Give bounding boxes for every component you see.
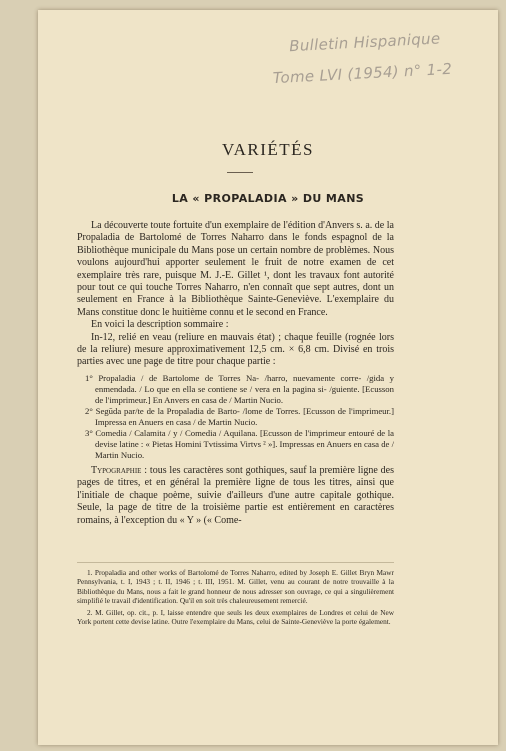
list-item: 1° Propaladia / de Bartolome de Torres Na- /harro, nuevamente corre- /gida y enmendada. / Lo que en ella se contiene se / vera en la pagina si- /guiente. [Ecusson de l'imprimeur.] En Anvers en casa de / Martin Nucio. [85, 372, 394, 405]
handwritten-line-1: Bulletin Hispanique [288, 29, 441, 56]
typography-text: : tous les caractères sont gothiques, sauf la première ligne des pages de titres, et en général la première ligne de tous les titres, ainsi que l'initiale de chaque poème, suivie d'ailleurs d'une autre capitale gothique. Seule, la page de titre de la troisième partie est entièrement en caractères romains, à l'exception du « Y » (« Come- [77, 464, 394, 526]
handwritten-annotation [272, 29, 453, 88]
paragraph-typography [77, 465, 394, 527]
paragraph-intro: La découverte toute fortuite d'un exemplaire de l'édition d'Anvers s. a. de la Propaladia de Bartolomé de Torres Naharro dans le fonds espagnol de la Bibliothèque municipale du Mans pose un certain nombre de problèmes. Nous voulons aujourd'hui apporter seulement le fruit de notre examen de cet exemplaire très rare, puisque M. J.-E. Gillet ¹, dont les travaux font autorité pour tout ce qui touche Torres Naharro, n'en connaît que sept autres, dont un seulement en France à la Bibliothèque Sainte-Geneviève. L'exemplaire du Mans constitue donc le huitième connu et le second en France. [77, 220, 394, 318]
title-divider [227, 172, 253, 173]
paragraph-format: In-12, relié en veau (reliure en mauvais état) ; chaque feuille (rognée lors de la reliure) mesure approximativement 12,5 cm. × 6,8 cm. Divisé en trois parties avec une page de titre pour chaque partie : [77, 331, 394, 368]
paragraph-description-lead: En voici la description sommaire : [91, 319, 229, 331]
article-title: LA « PROPALADIA » DU MANS [171, 192, 365, 205]
footnote-divider [77, 562, 394, 563]
page-title: VARIÉTÉS [222, 140, 314, 159]
footnote-2: 2. M. Gillet, op. cit., p. I, laisse entendre que seuls les deux exemplaires de Londres et celui de New York portent cette devise latine. Outre l'exemplaire du Mans, celui de Sainte-Geneviève la porte également. [77, 607, 394, 627]
article-body [77, 220, 394, 527]
title-pages-list [77, 373, 394, 461]
footnotes [77, 568, 394, 628]
footnote-1: 1. Propaladia and other works of Bartolomé de Torres Naharro, edited by Joseph E. Gillet Bryn Mawr Pennsylvania, t. I, 1943 ; t. II, 1946 ; t. III, 1951. M. Gillet, venu au courant de notre trouvaille à la Bibliothèque du Mans, nous a fait le grand honneur de nous adresser son ouvrage, ce qui a singulièrement simplifié le travail d'identification. Qu'il en soit très chaleureusement remercié. [77, 568, 394, 606]
list-item: 3° Comedia / Calamita / y / Comedia / Aquilana. [Ecusson de l'imprimeur entouré de la devise latine : « Pietas Homini Tvtissima Virtvs ² »]. Impressas en Anuers en casa de / Martin Nucio. [85, 427, 394, 460]
list-item: 2° Segūda par/te de la Propaladia de Barto- /lome de Torres. [Ecusson de l'imprimeur.] Impressa en Anuers en casa / de Martin Nucio. [85, 405, 394, 427]
typography-lead: Typographie [91, 464, 142, 476]
handwritten-line-2: Tome LVI (1954) n° 1-2 [272, 59, 453, 88]
